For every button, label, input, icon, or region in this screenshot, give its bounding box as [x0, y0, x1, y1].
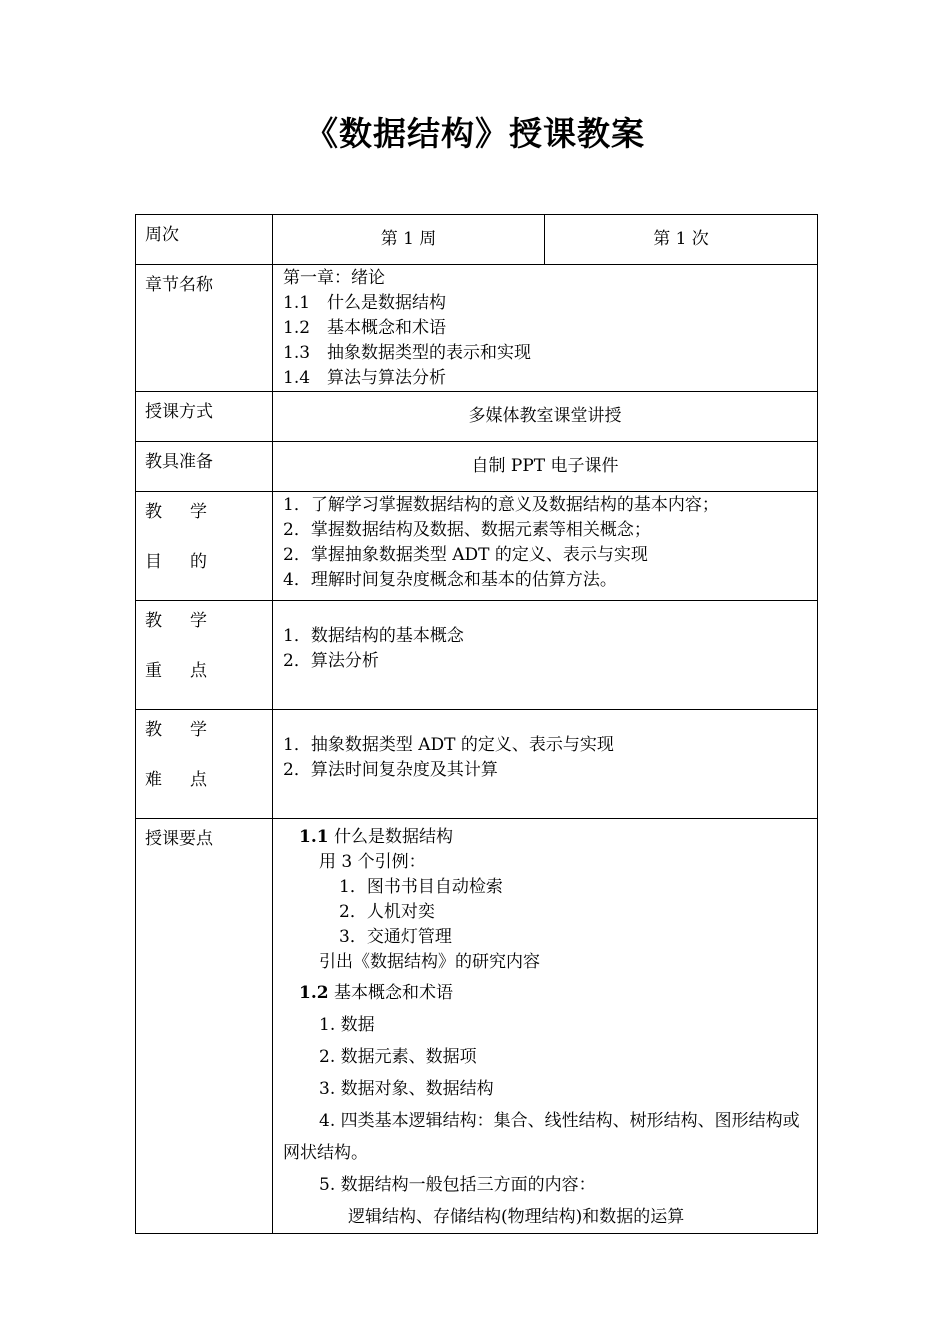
lesson-plan-table — [135, 214, 818, 1234]
chapter-line: 1.1 什么是数据结构 — [283, 293, 447, 313]
row-week — [136, 215, 818, 265]
session-value: 第 1 次 — [545, 215, 818, 265]
difficulty-content — [273, 710, 818, 819]
difficulty-line: 1．抽象数据类型 ADT 的定义、表示与实现 — [283, 735, 614, 755]
objective-line: 4．理解时间复杂度概念和基本的估算方法。 — [283, 570, 617, 590]
section-outro: 引出《数据结构》的研究内容 — [319, 952, 540, 972]
row-chapter — [136, 265, 818, 392]
points-content — [273, 819, 818, 1234]
chapter-line: 1.4 算法与算法分析 — [283, 368, 447, 388]
concept-item: 5. 数据结构一般包括三方面的内容： — [319, 1175, 596, 1195]
objective-line: 2．掌握抽象数据类型 ADT 的定义、表示与实现 — [283, 545, 648, 565]
week-value: 第 1 周 — [273, 215, 545, 265]
row-difficulty — [136, 710, 818, 819]
points-label: 授课要点 — [136, 819, 273, 1234]
concept-item: 4. 四类基本逻辑结构：集合、线性结构、树形结构、图形结构或网状结构。 — [283, 1111, 800, 1163]
difficulty-line: 2．算法时间复杂度及其计算 — [283, 760, 498, 780]
page-title: 《数据结构》授课教案 — [305, 114, 645, 153]
chapter-line: 1.2 基本概念和术语 — [283, 318, 447, 338]
row-method — [136, 392, 818, 442]
chapter-line: 第一章：绪论 — [283, 268, 385, 288]
section-intro: 用 3 个引例： — [319, 852, 426, 872]
section-heading: 1.1 什么是数据结构 — [299, 827, 453, 847]
example-item: 3．交通灯管理 — [339, 927, 452, 947]
concept-item: 1. 数据 — [319, 1015, 375, 1035]
method-label: 授课方式 — [136, 392, 273, 442]
section-heading: 1.2 基本概念和术语 — [299, 983, 453, 1003]
difficulty-label: 教 学 难 点 — [136, 710, 273, 819]
tools-label: 教具准备 — [136, 442, 273, 492]
objective-line: 1．了解学习掌握数据结构的意义及数据结构的基本内容； — [283, 495, 719, 515]
objective-content — [273, 492, 818, 601]
focus-content — [273, 601, 818, 710]
row-focus — [136, 601, 818, 710]
tools-value: 自制 PPT 电子课件 — [273, 442, 818, 492]
objective-line: 2．掌握数据结构及数据、数据元素等相关概念； — [283, 520, 651, 540]
example-item: 1．图书书目自动检索 — [339, 877, 503, 897]
row-points — [136, 819, 818, 1234]
objective-label: 教 学 目 的 — [136, 492, 273, 601]
focus-label: 教 学 重 点 — [136, 601, 273, 710]
concept-detail: 逻辑结构、存储结构(物理结构)和数据的运算 — [348, 1207, 685, 1227]
row-tools — [136, 442, 818, 492]
row-objective — [136, 492, 818, 601]
focus-line: 2．算法分析 — [283, 651, 379, 671]
concept-item: 2. 数据元素、数据项 — [319, 1047, 477, 1067]
week-label: 周次 — [136, 215, 273, 265]
concept-item: 3. 数据对象、数据结构 — [319, 1079, 494, 1099]
chapter-label: 章节名称 — [136, 265, 273, 392]
method-value: 多媒体教室课堂讲授 — [273, 392, 818, 442]
focus-line: 1．数据结构的基本概念 — [283, 626, 464, 646]
chapter-line: 1.3 抽象数据类型的表示和实现 — [283, 343, 532, 363]
example-item: 2．人机对奕 — [339, 902, 435, 922]
chapter-content — [273, 265, 818, 392]
